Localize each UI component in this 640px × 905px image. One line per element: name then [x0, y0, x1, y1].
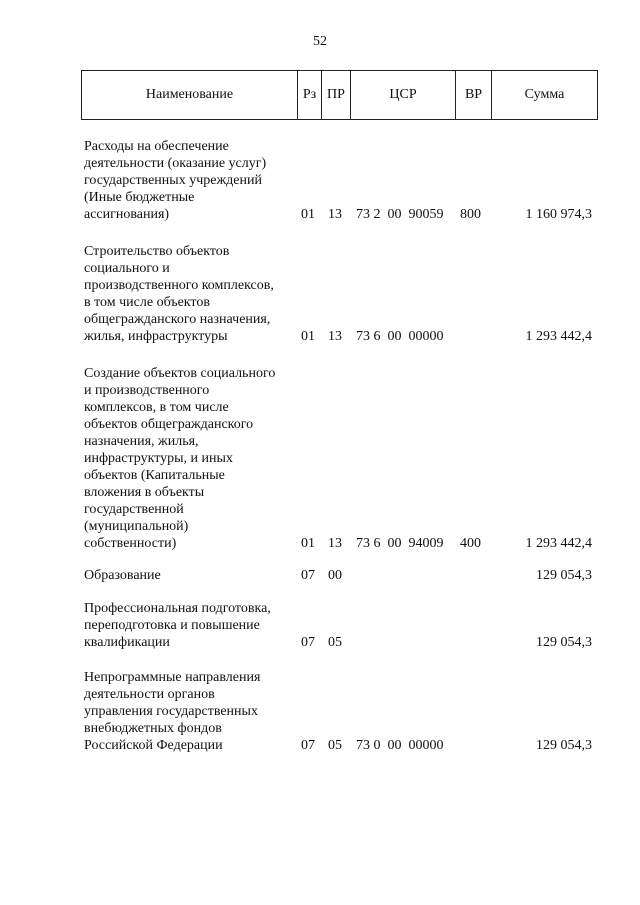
row-rz: 07 — [301, 568, 315, 583]
table-row — [84, 566, 598, 584]
row-pr: 13 — [328, 329, 342, 344]
row-name: Профессиональная подготовка, переподготовка и повышение квалификации — [84, 601, 271, 650]
table-row — [84, 668, 598, 754]
header-pr: ПР — [322, 71, 351, 119]
table-header — [81, 70, 598, 120]
table-body — [84, 135, 598, 754]
table-row — [84, 599, 598, 651]
row-pr: 13 — [328, 207, 342, 222]
row-sum: 129 054,3 — [536, 635, 592, 650]
row-csr: 73 0 00 00000 — [356, 738, 444, 753]
row-name: Образование — [84, 568, 161, 583]
row-sum: 129 054,3 — [536, 568, 592, 583]
table-row — [84, 362, 598, 552]
page-number: 52 — [313, 34, 327, 49]
row-name: Расходы на обеспечение деятельности (оказание услуг) государственных учреждений (Иные бюджетные ассигнования) — [84, 139, 267, 222]
row-name: Непрограммные направления деятельности органов управления государственных внебюджетных фондов Российской Федерации — [84, 670, 261, 753]
row-pr: 05 — [328, 635, 342, 650]
header-name: Наименование — [82, 71, 298, 119]
header-rz: Рз — [298, 71, 322, 119]
table-row — [84, 135, 598, 223]
row-sum: 1 293 442,4 — [525, 536, 592, 551]
row-csr: 73 2 00 90059 — [356, 207, 444, 222]
row-sum: 1 293 442,4 — [525, 329, 592, 344]
row-name: Строительство объектов социального и производственного комплексов, в том числе объектов общегражданского назначения, жилья, инфраструктуры — [84, 244, 274, 344]
row-csr: 73 6 00 00000 — [356, 329, 444, 344]
row-rz: 07 — [301, 635, 315, 650]
row-vr: 400 — [460, 536, 481, 551]
row-rz: 01 — [301, 536, 315, 551]
row-sum: 1 160 974,3 — [525, 207, 592, 222]
row-vr: 800 — [460, 207, 481, 222]
row-sum: 129 054,3 — [536, 738, 592, 753]
header-sum: Сумма — [524, 87, 565, 102]
header-csr: ЦСР — [351, 71, 456, 119]
row-pr: 00 — [328, 568, 342, 583]
header-vr: ВР — [456, 71, 492, 119]
row-name: Создание объектов социального и производственного комплексов, в том числе объектов общегражданского назначения, жилья, инфраструктуры, и иных объектов (Капитальные вложения в объекты государственной (муниципальной) собственности) — [84, 366, 276, 551]
row-rz: 01 — [301, 207, 315, 222]
row-csr: 73 6 00 94009 — [356, 536, 444, 551]
row-pr: 05 — [328, 738, 342, 753]
row-rz: 07 — [301, 738, 315, 753]
table-row — [84, 240, 598, 345]
row-pr: 13 — [328, 536, 342, 551]
row-rz: 01 — [301, 329, 315, 344]
